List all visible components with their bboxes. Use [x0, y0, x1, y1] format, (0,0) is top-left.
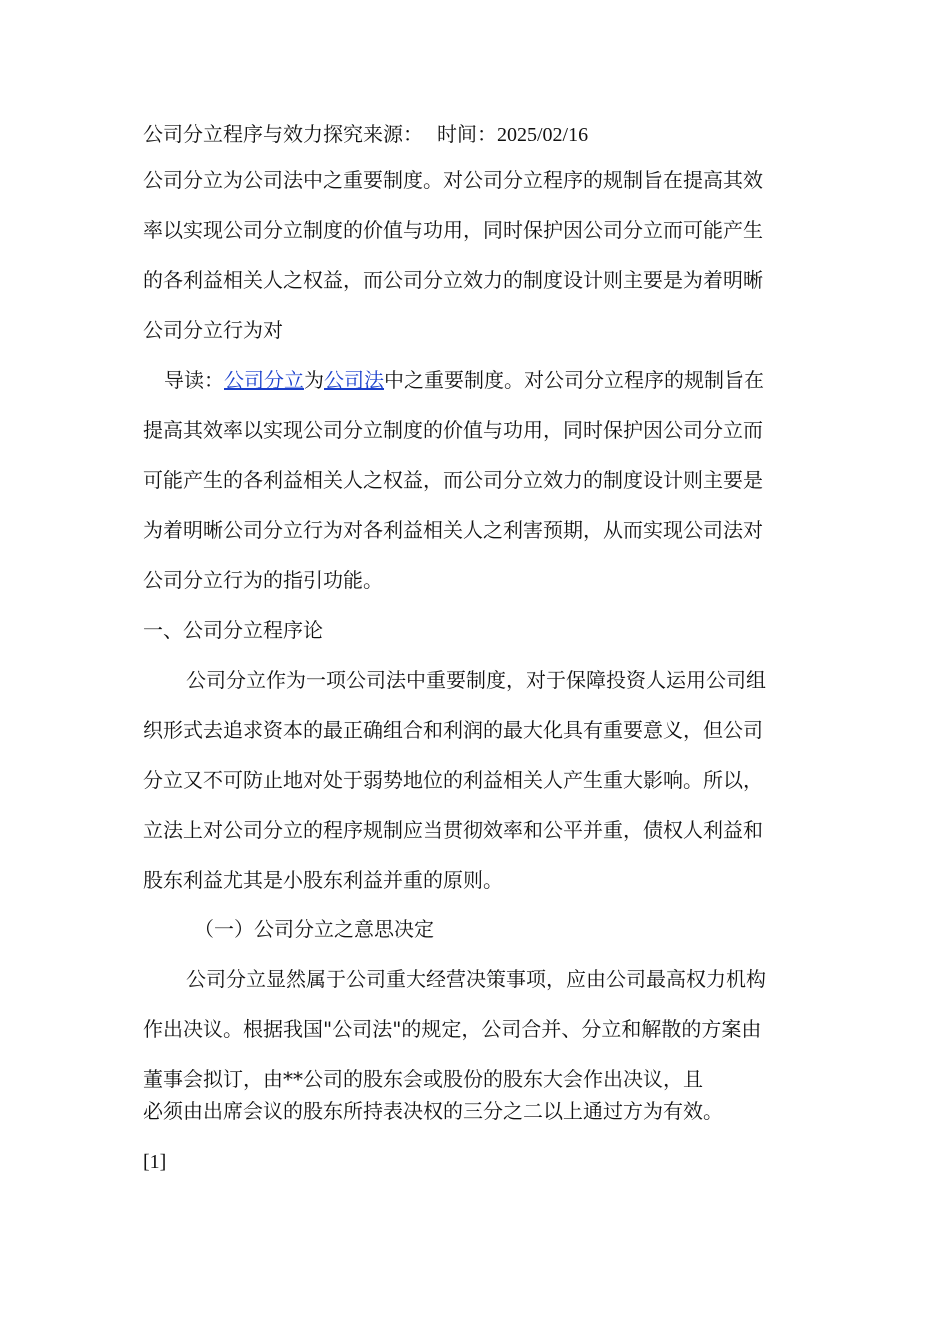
- document-title: 公司分立程序与效力探究来源：: [143, 122, 423, 146]
- summary-line: 的各利益相关人之权益，而公司分立效力的制度设计则主要是为着明晰: [143, 268, 763, 292]
- section-heading: 一、公司分立程序论: [143, 618, 323, 642]
- section-para-line: 公司分立作为一项公司法中重要制度，对于保障投资人运用公司组: [186, 668, 766, 692]
- document-header: [143, 122, 588, 147]
- footnote-marker[interactable]: [1]: [143, 1151, 167, 1173]
- link-company-division[interactable]: 公司分立: [224, 368, 304, 392]
- summary-line: 公司分立为公司法中之重要制度。对公司分立程序的规制旨在提高其效: [143, 168, 763, 192]
- section-para-line: 织形式去追求资本的最正确组合和利润的最大化具有重要意义，但公司: [143, 718, 763, 742]
- section-para-line: 股东利益尤其是小股东利益并重的原则。: [143, 868, 503, 892]
- subsection-para-line: 公司分立显然属于公司重大经营决策事项，应由公司最高权力机构: [186, 967, 766, 991]
- time-value: 2025/02/16: [497, 124, 589, 146]
- link-company-law[interactable]: 公司法: [324, 368, 384, 392]
- lead-line: 公司分立行为的指引功能。: [143, 568, 383, 592]
- subsection-para-line: 作出决议。根据我国"公司法"的规定，公司合并、分立和解散的方案由: [143, 1017, 762, 1041]
- subsection-heading: （一）公司分立之意思决定: [194, 917, 434, 941]
- lead-line: 为着明晰公司分立行为对各利益相关人之利害预期，从而实现公司法对: [143, 518, 763, 542]
- section-para-line: 分立又不可防止地对处于弱势地位的利益相关人产生重大影响。所以，: [143, 768, 763, 792]
- lead-first-line: [164, 368, 764, 392]
- subsection-para-line: 必须由出席会议的股东所持表决权的三分之二以上通过方为有效。: [143, 1099, 723, 1123]
- summary-line: 率以实现公司分立制度的价值与功用，同时保护因公司分立而可能产生: [143, 218, 763, 242]
- lead-mid-text: 为: [304, 368, 324, 392]
- lead-line: 可能产生的各利益相关人之权益，而公司分立效力的制度设计则主要是: [143, 468, 763, 492]
- subsection-para-line: 董事会拟订，由**公司的股东会或股份的股东大会作出决议，且: [143, 1067, 703, 1091]
- lead-label: 导读：: [164, 368, 224, 392]
- summary-line: 公司分立行为对: [143, 318, 283, 342]
- time-label: 时间：: [437, 122, 497, 146]
- lead-rest-text: 中之重要制度。对公司分立程序的规制旨在: [384, 368, 764, 392]
- lead-line: 提高其效率以实现公司分立制度的价值与功用，同时保护因公司分立而: [143, 418, 763, 442]
- section-para-line: 立法上对公司分立的程序规制应当贯彻效率和公平并重，债权人利益和: [143, 818, 763, 842]
